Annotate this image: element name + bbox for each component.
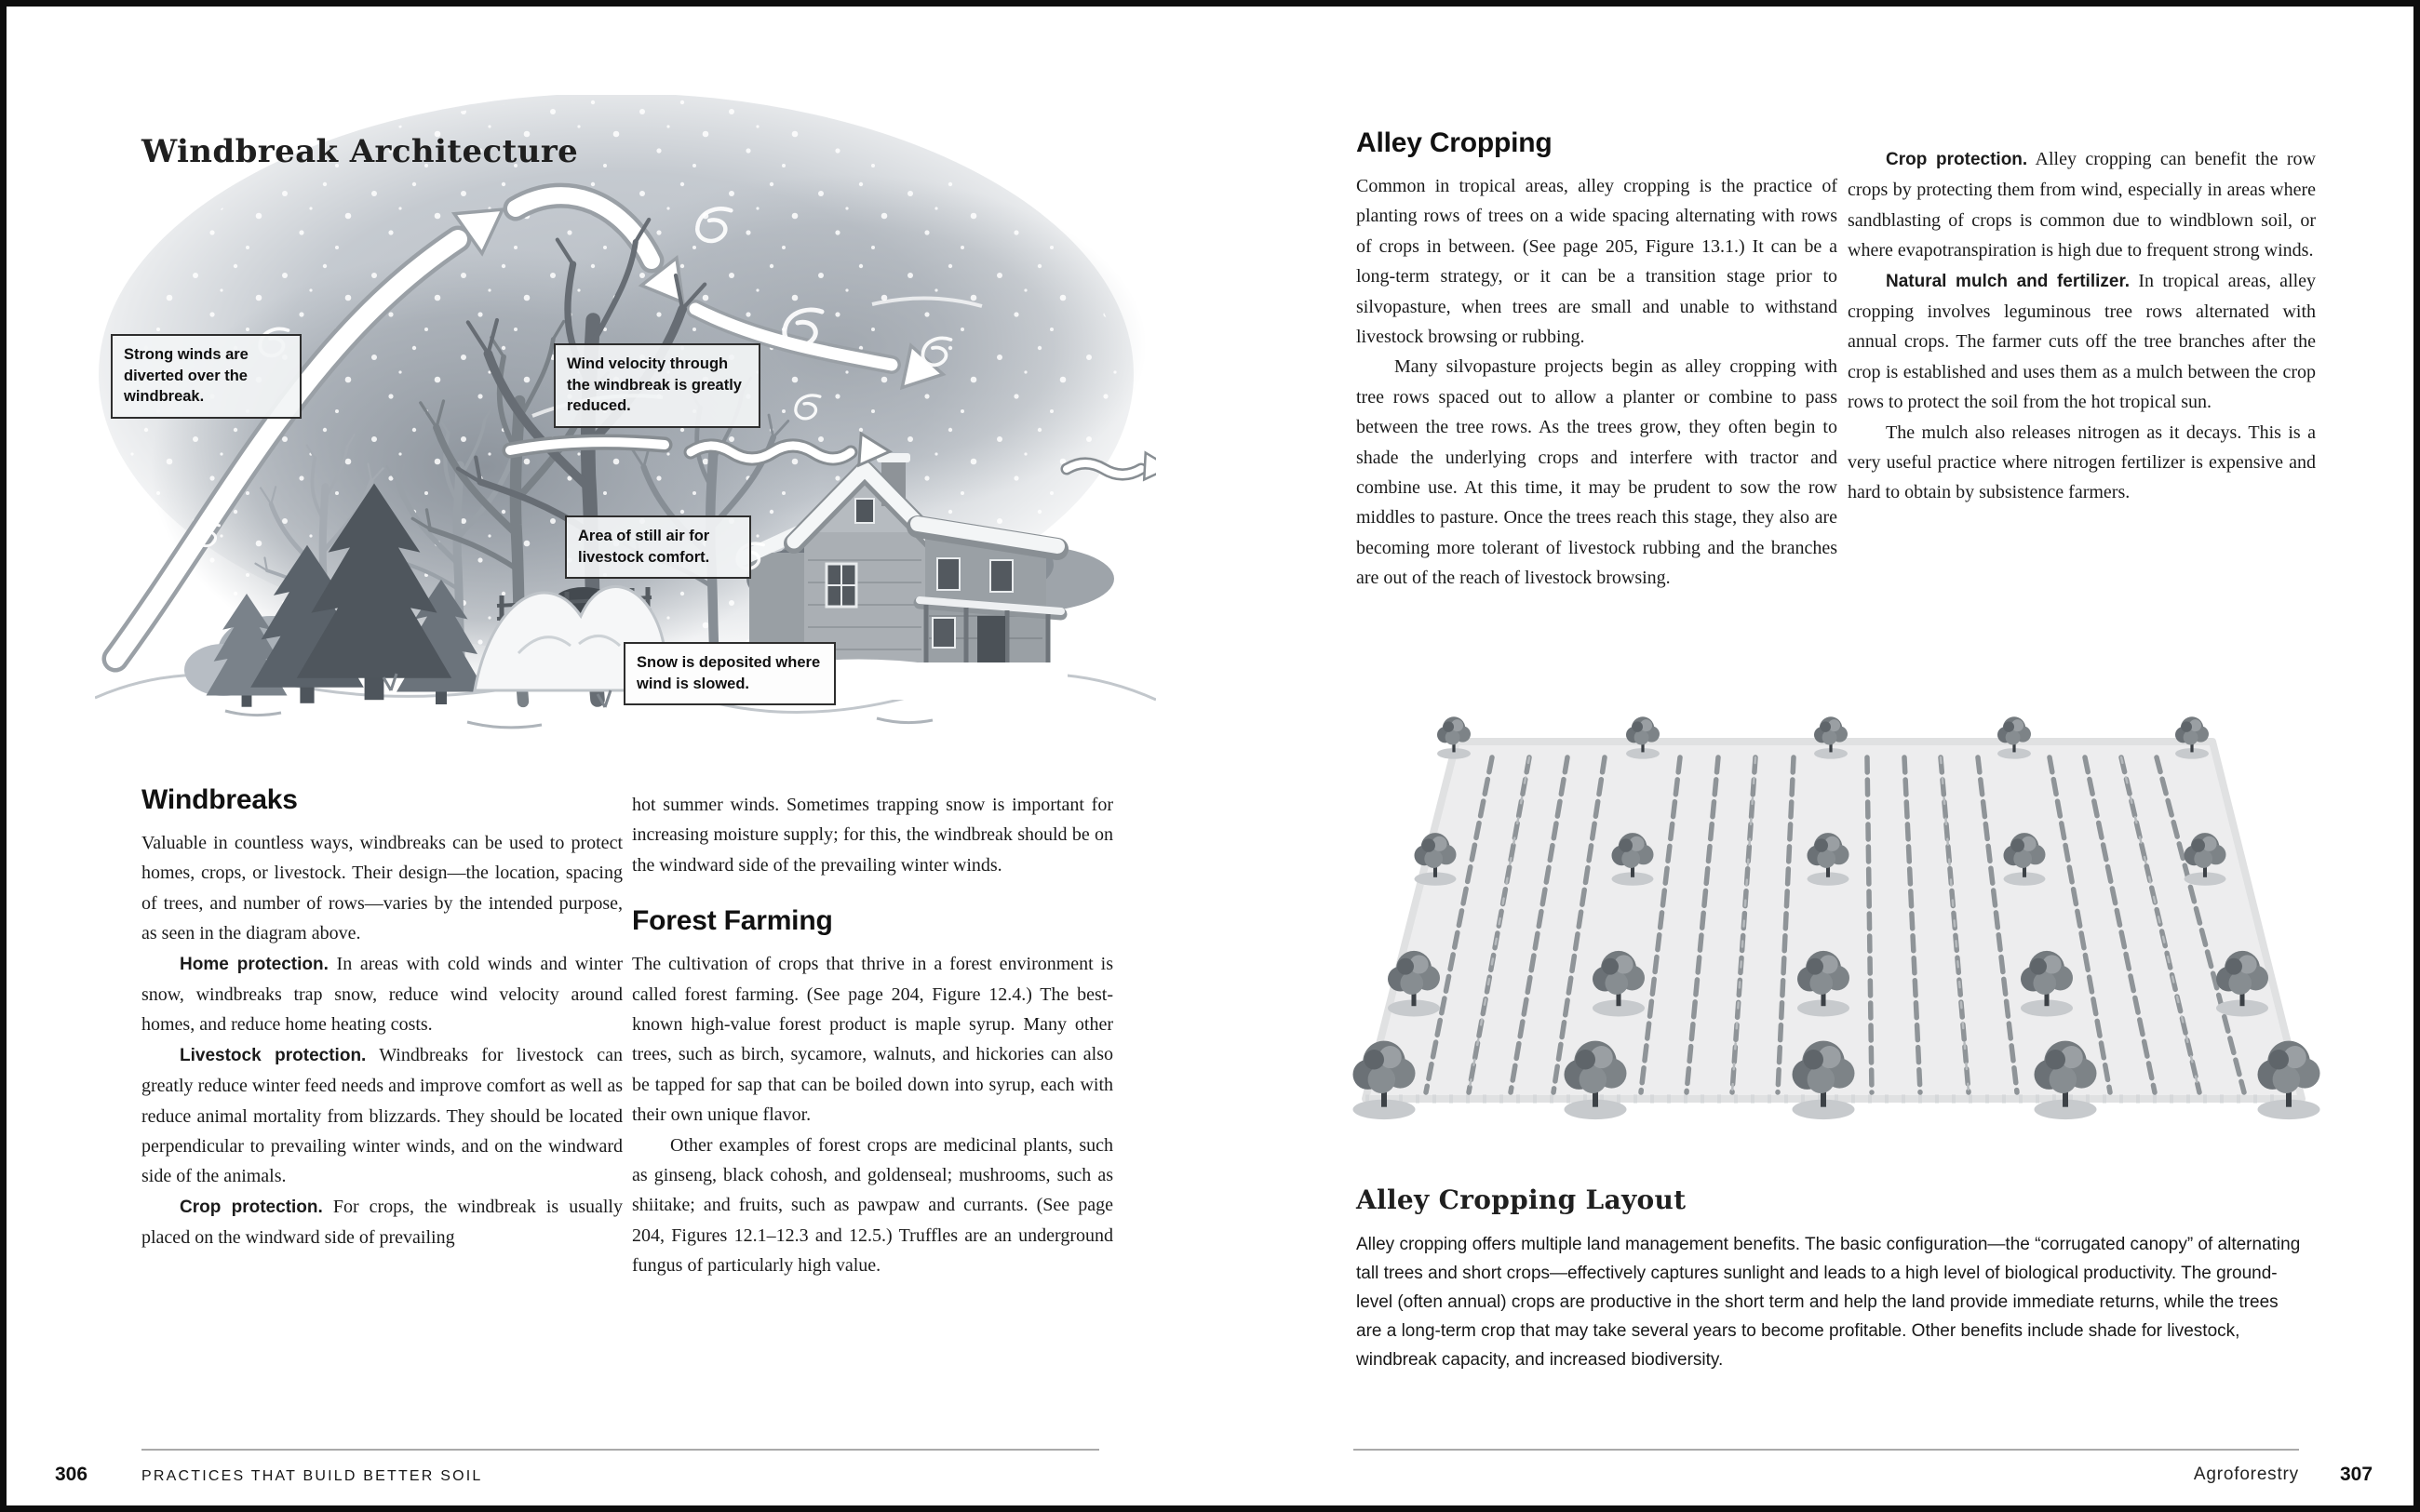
diagram-title: Windbreak Architecture	[141, 133, 579, 170]
left-page-column-1	[141, 784, 623, 1253]
alley-cropping-illustration	[1328, 669, 2333, 1176]
livestock-protection-text: Windbreaks for livestock can greatly reduce winter feed needs and improve comfort as well as reduce animal mortality from blizzards. They should be located perpendicular to prevailing winter winds, and on the windward side of the animals.	[141, 1044, 623, 1187]
right-page-column-1	[1356, 127, 1837, 594]
windbreak-diagram	[95, 95, 1156, 746]
livestock-protection-lead: Livestock protection.	[180, 1045, 367, 1065]
crop-protection-alley-paragraph	[1848, 144, 2316, 266]
alley-cropping-field-art	[1328, 669, 2333, 1176]
callout-wind-velocity	[554, 343, 760, 428]
mulch-nitrogen-paragraph	[1848, 418, 2316, 508]
windbreaks-intro-text: Valuable in countless ways, windbreaks can be used to protect homes, crops, or livestock. Their design—the location, spacing of trees, and number of rows—varies by the intended purpose, as seen in the diagram above.	[141, 833, 623, 944]
crop-protection-alley-lead: Crop protection.	[1886, 150, 2028, 169]
right-running-head: Agroforestry	[2193, 1465, 2299, 1484]
alley-cropping-para2-text: Many silvopasture projects begin as alley cropping with tree rows spaced out to allow a planter or combine to pass between the tree rows. As the trees grow, they often begin to shade the underlying crops and interfere with tractor and combine use. At this time, it may be prudent to sow the row middles to pasture. Once the trees reach this stage, they also are becoming more tolerant of livestock rubbing and the branches are out of the reach of livestock browsing.	[1356, 356, 1837, 589]
callout-wind-velocity-text: Wind velocity through the windbreak is greatly reduced.	[567, 355, 742, 414]
windbreaks-heading: Windbreaks	[141, 784, 298, 815]
forest-farming-para2-text: Other examples of forest crops are medicinal plants, such as ginseng, black cohosh, and goldenseal; mushrooms, such as shiitake; and fruits, such as pawpaw and currants. (See page 204, Figures 12.1–12.3 and 12.5.) Truffles are an underground fungus of particularly high value.	[632, 1134, 1113, 1277]
alley-cropping-para1	[1356, 171, 1837, 352]
callout-snow-deposit	[624, 642, 836, 705]
natural-mulch-paragraph	[1848, 266, 2316, 418]
crop-protection-paragraph-col2	[632, 790, 1113, 880]
callout-snow-deposit-text: Snow is deposited where wind is slowed.	[637, 654, 821, 692]
left-page-number: 306	[55, 1464, 88, 1485]
right-page-column-2	[1848, 144, 2316, 508]
natural-mulch-lead: Natural mulch and fertilizer.	[1886, 271, 2131, 291]
alley-cropping-para1-text: Common in tropical areas, alley cropping is the practice of planting rows of trees on a wide spacing alternating with rows of crops in between. (See page 205, Figure 13.1.) It can be a long-term strategy, or it can be a transition stage prior to silvopasture, when trees are small and unable to withstand livestock browsing or rubbing.	[1356, 176, 1837, 348]
forest-farming-para2	[632, 1131, 1113, 1281]
home-protection-text: In areas with cold winds and winter snow, windbreaks trap snow, reduce wind velocity around homes, and reduce home heating costs.	[141, 953, 623, 1036]
layout-caption-text: Alley cropping offers multiple land management benefits. The basic configuration—the “corrugated canopy” of alternating tall trees and short crops—effectively captures sunlight and leads to a high level of biological productivity. The ground-level (often annual) crops are productive in the short term and help the land provide immediate returns, while the trees are a long-term crop that may take several years to become profitable. Other benefits include shade for livestock, windbreak capacity, and increased biodiversity.	[1356, 1235, 2301, 1370]
callout-still-air-text: Area of still air for livestock comfort.	[578, 528, 710, 566]
windbreaks-intro	[141, 828, 623, 949]
alley-cropping-heading: Alley Cropping	[1356, 127, 1553, 158]
alley-cropping-para2	[1356, 352, 1837, 593]
left-footer-rule	[141, 1449, 1099, 1451]
livestock-protection-paragraph	[141, 1040, 623, 1192]
crop-protection-lead: Crop protection.	[180, 1197, 323, 1217]
forest-farming-para1-text: The cultivation of crops that thrive in a forest environment is called forest farming. (See page 204, Figure 12.4.) The best-known high-value forest product is maple syrup. Many other trees, such as birch, sycamore, walnuts, and hickories can also be tapped for sap that can be boiled down into syrup, each with their own unique flavor.	[632, 954, 1113, 1126]
callout-still-air	[565, 515, 751, 579]
right-footer-rule	[1353, 1449, 2299, 1451]
left-running-head: PRACTICES THAT BUILD BETTER SOIL	[141, 1468, 483, 1484]
forest-farming-heading: Forest Farming	[632, 905, 833, 937]
left-page-column-2	[632, 790, 1113, 1281]
home-protection-lead: Home protection.	[180, 954, 329, 974]
callout-strong-winds-text: Strong winds are diverted over the windbreak.	[124, 346, 249, 405]
mulch-nitrogen-text: The mulch also releases nitrogen as it decays. This is a very useful practice where nitrogen fertilizer is expensive and hard to obtain by subsistence farmers.	[1848, 421, 2316, 503]
crop-protection-text-col2: hot summer winds. Sometimes trapping snow is important for increasing moisture supply; for this, the windbreak should be on the windward side of the prevailing winter winds.	[632, 795, 1113, 876]
forest-farming-para1	[632, 949, 1113, 1130]
crop-protection-alley-text: Alley cropping can benefit the row crops by protecting them from wind, especially in areas where sandblasting of crops is common due to windblown soil, or where evapotranspiration is high due to frequent strong winds.	[1848, 149, 2316, 261]
natural-mulch-text: In tropical areas, alley cropping involves leguminous tree rows alternated with annual crops. The farmer cuts off the tree branches after the crop is established and uses them as a mulch between the crop rows to protect the soil from the hot tropical sun.	[1848, 270, 2317, 413]
layout-caption-heading: Alley Cropping Layout	[1356, 1184, 1687, 1215]
crop-protection-paragraph-col1	[141, 1192, 623, 1253]
callout-strong-winds	[111, 334, 302, 419]
home-protection-paragraph	[141, 949, 623, 1040]
right-page-number: 307	[2340, 1464, 2373, 1485]
crop-protection-text-col1: For crops, the windbreak is usually placed on the windward side of prevailing	[141, 1196, 623, 1249]
